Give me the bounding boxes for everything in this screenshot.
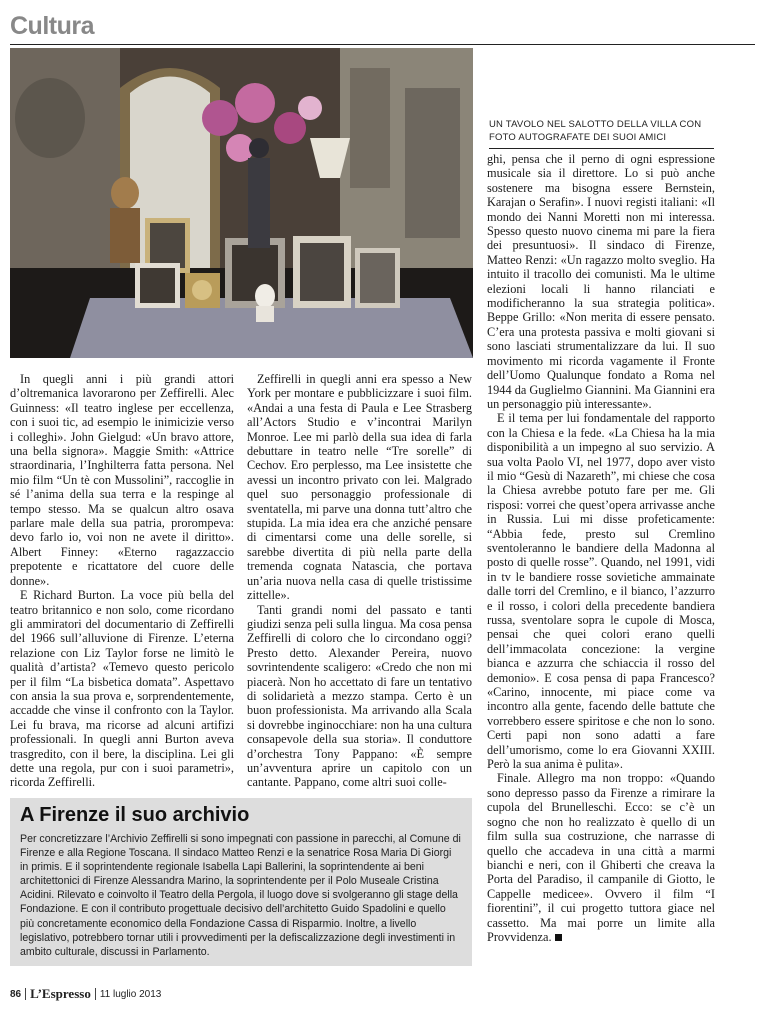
photo-caption: UN TAVOLO NEL SALOTTO DELLA VILLA CON FOTO AUTOGRAFATE DEI SUOI AMICI: [489, 119, 702, 143]
footer-divider: [95, 988, 96, 1000]
paragraph: Zeffirelli in quegli anni era spesso a New York per montare e pubblicizzare i suoi film. «Andai a una festa di Paula e Lee Strasberg all’Actors Studio e v’incontrai Marilyn Monroe. Lee mi parlò della sua idea di farla debuttare in teatro nelle “Tre sorelle” di Cechov. Ero perplesso, ma Lee insistette che avessi un incontro privato con lei. Malgrado quel suo personaggio professionale di sventatella, mi parve una donna tutt’altro che stupida. La mia idea era che anziché pensare di cimentarsi come una delle sorelle, si sarebbe divertita di più nella parte della tremenda cognata Natascia, che portava un’aria nuova nella casa di quelle tristissime zittelle».: [247, 372, 472, 603]
article-column-1: [10, 372, 234, 790]
paragraph: E il tema per lui fondamentale del rapporto con la Chiesa e la fede. «La Chiesa ha la mia disponibilità a un impegno al suo servizio. A sua volta Paolo VI, nel 1977, dopo aver visto il mio “Gesù di Nazareth”, mi chiese che cosa la Chiesa avrebbe potuto fare per me. Gli risposi: vorrei che quest’opera arrivasse anche in Russia. Lui mi disse profeticamente: “Abbia fede, presto sul Cremlino sventoleranno le bandiere della Madonna al posto di quelle rosse”. Quando, nel 1991, vidi in tv le bandiere rosse sovietiche ammainate dalle torri del Cremlino, e il bianco, l’azzurro e il rosso, i colori della precedente bandiera russa, sventolare sopra le cupole di Mosca, pensai che quei colori erano quelli dell’immacolata concezione: la vergine bianca e azzurra che schiaccia il rosso del demonio». E cosa pensa di papa Francesco? «Carino, innocente, mi piace come va incontro alla gente, facendo delle battute che vorrebbero essere spiritose e che non lo sono. Certi papi non sono adatti a fare dell’umorismo, come lo era Giovanni XXIII. Però la sua anima è pulita».: [487, 411, 715, 772]
footer-divider: [25, 988, 26, 1000]
paragraph: In quegli anni i più grandi attori d’oltremanica lavorarono per Zeffirelli. Alec Guinness: «Il teatro inglese per eccellenza, con i suoi tic, ad esempio le inimicizie verso i colleghi». John Gielgud: «Un bravo attore, una bella signora». Maggie Smith: «Attrice straordinaria, l’Inghilterra fatta persona. Nel mio film “Un tè con Mussolini”, raccoglie in sé l’anima della sua terra e la respinge al tempo stesso. Ma se qualcun altro osava parlare male della sua patria, prorompeva: devo farlo io, voi non ne avete il diritto». Albert Finney: «Eterno ragazzaccio prepotente e ricattatore del cuore delle donne».: [10, 372, 234, 588]
caption-rule: [489, 148, 714, 149]
end-of-article-icon: [555, 934, 562, 941]
final-paragraph-text: Finale. Allegro ma non troppo: «Quando sono depresso passo da Firenze a rimirare la cupola del Brunelleschi. Ecco: se c’è un sogno che non ho realizzato è quello di un film sulla sua costruzione, che narrasse di quello che accadeva in una città a marmi bianchi e neri, con il Ghiberti che creava la Porta del Paradiso, il campanile di Giotto, le Cappelle medicee». Ovvero il film “I fiorentini”, il cui progetto tuttora giace nel cassetto. Ma mai porre un limite alla Provvidenza.: [487, 771, 715, 944]
paragraph: ghi, pensa che il perno di ogni espressione musicale sia il direttore. Lo si può anche sostenere ma bisogna essere Bernstein, Karajan o Serafin». I nuovi registi italiani: «Il mondo dei Nanni Moretti non mi interessa. Spesso questo nuovo cinema mi pare la fiera dei presuntuosi». Il sindaco di Firenze, Matteo Renzi: «Un ragazzo molto sveglio. Ha intuito il tracollo dei comunisti. Ma le ultime elezioni locali li hanno rilanciati e modificheranno la sua strategia politica». Beppe Grillo: «Non merita di essere pensato. C’era una protesta passiva e molti giovani si sono lasciati strumentalizzare da lui. Il suo movimento mi ricorda vagamente il Fronte dell’Uomo Qualunque fondato a Roma nel 1944 da Guglielmo Giannini. Ma Giannini era un personaggio più interessante».: [487, 152, 715, 411]
salon-table-photo-icon: [10, 48, 473, 358]
article-column-3: [487, 152, 715, 944]
paragraph: [487, 771, 715, 944]
article-column-2: [247, 372, 472, 790]
section-title: Cultura: [10, 12, 94, 40]
sidebar-box-title: A Firenze il suo archivio: [20, 804, 250, 826]
issue-date: 11 luglio 2013: [99, 988, 162, 1000]
feature-photo: [10, 48, 473, 358]
page-footer: [10, 986, 161, 1002]
magazine-logo: L’Espresso: [30, 986, 91, 1001]
paragraph: Tanti grandi nomi del passato e tanti giudizi senza peli sulla lingua. Ma cosa pensa Zeffirelli di coloro che lo circondano oggi? Presto detto. Alexander Pereira, nuovo sovrintendente scaligero: «Credo che non mi piacerà. Non ho accettato di fare un tentativo di solidarietà a mezzo stampa. Certo è un buon professionista. Ma arrivando alla Scala si dovrebbe inginocchiare: non ha una cultura consapevole della sua storia». Il conduttore d’orchestra Tony Pappano: «È sempre un’avventura aprire un capitolo con un cantante. Pappano, come altri suoi colle-: [247, 602, 472, 790]
page-number: 86: [10, 988, 22, 1000]
sidebar-box: [10, 798, 472, 966]
header-rule: [10, 44, 755, 45]
paragraph: E Richard Burton. La voce più bella del teatro britannico e non solo, come ricordano gli ammiratori del documentario di Zeffirelli del 1966 sull’alluvione di Firenze. L’eterna relazione con Liz Taylor forse ne limitò le qualità d’artista? «Temevo questo pericolo per il film “La bisbetica domata”. Aspettavo con ansia la sua prova e, sorprendentemente, accadde che vinse il confronto con la Taylor. Lei fu brava, ma ricorse ad alcuni artifizi professionali. In quegli anni Burton aveva trasgredito, con il bere, la disciplina. Lei gli dette una regola, pur con i suoi parametri», ricorda Zeffirelli.: [10, 588, 234, 790]
sidebar-box-text: Per concretizzare l’Archivio Zeffirelli si sono impegnati con passione in parecchi, al Comune di Firenze e alla Regione Toscana. Il sindaco Matteo Renzi e la senatrice Rosa Maria Di Giorgi in primis. E il soprintendente regionale Isabella Lapi Ballerini, la soprintendente ai beni architettonici di Firenze Alessandra Marino, la soprintendente per il Polo Museale Cristina Acidini. Rilevato e coinvolto il Teatro della Pergola, il luogo dove si svolgeranno gli stage della Fondazione. E con il contributo progettuale decisivo dell’architetto Guido Spadolini e quello più concretamente economico della Fondazione Cassa di Risparmio. Inoltre, a livello legislativo, potrebbero tornar utili i provvedimenti per la defiscalizzazione degli investimenti in ambito culturale, discussi in Parlamento.: [20, 833, 461, 958]
